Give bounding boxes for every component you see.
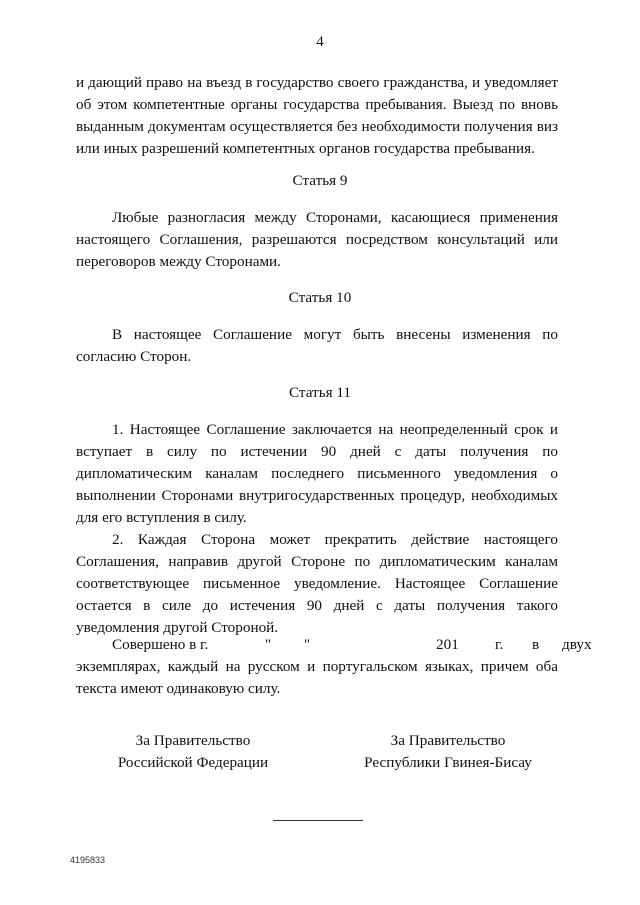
concluded-quote-open: " xyxy=(265,636,272,653)
concluded-year: 201 xyxy=(436,636,459,653)
article-11-item-2: 2. Каждая Сторона может прекратить действие настоящего Соглашения, направив другой Стороне по дипломатическим каналам соответствующее письменное уведомление. Настоящее Соглашение остается в силе до истечения 90 дней с даты получения такого уведомления другой Стороной. xyxy=(76,531,558,636)
document-code: 4195833 xyxy=(70,855,106,865)
article-9-heading: Статья 9 xyxy=(292,172,348,189)
article-9-text: Любые разногласия между Сторонами, касающиеся применения настоящего Соглашения, разрешаются посредством консультаций или переговоров между Сторонами. xyxy=(76,209,558,270)
article-9-block xyxy=(76,207,558,273)
page-number: 4 xyxy=(316,34,324,50)
concluded-quote-close: " xyxy=(304,636,311,653)
concluded-prefix: Совершено в г. xyxy=(112,636,209,653)
concluded-rest: экземплярах, каждый на русском и португальском языках, причем оба текста имеют одинаковую силу. xyxy=(76,658,558,697)
article-10-text: В настоящее Соглашение могут быть внесены изменения по согласию Сторон. xyxy=(76,326,558,365)
article-11-item-1: 1. Настоящее Соглашение заключается на неопределенный срок и вступает в силу по истечении 90 дней с даты получения по дипломатическим каналам последнего письменного уведомления о выполнении Сторонами внутригосударственных процедур, необходимых для его вступления в силу. xyxy=(76,421,558,526)
article-10-heading: Статья 10 xyxy=(288,289,352,306)
signature-russia-line-1: За Правительство xyxy=(135,732,251,749)
concluded-g: г. xyxy=(495,636,504,653)
article-11-heading: Статья 11 xyxy=(288,384,352,401)
concluded-v: в xyxy=(532,636,540,653)
signature-russia-line-2: Российской Федерации xyxy=(117,754,269,771)
concluded-dvuh: двух xyxy=(562,636,592,653)
concluded-block xyxy=(76,634,592,700)
concluded-first-line xyxy=(112,634,592,656)
separator-line xyxy=(273,820,363,821)
signature-guinea-bissau-line-1: За Правительство xyxy=(390,732,506,749)
signature-block-russia xyxy=(78,730,308,774)
intro-paragraph-block xyxy=(76,72,558,160)
article-10-block xyxy=(76,324,558,368)
signature-block-guinea-bissau xyxy=(333,730,563,774)
article-11-block xyxy=(76,419,558,639)
intro-paragraph: и дающий право на въезд в государство своего гражданства, и уведомляет об этом компетентные органы государства пребывания. Выезд по вновь выданным документам осуществляется без необходимости получения виз или иных разрешений компетентных органов государства пребывания. xyxy=(76,74,558,157)
signature-guinea-bissau-line-2: Республики Гвинея-Бисау xyxy=(364,754,532,771)
